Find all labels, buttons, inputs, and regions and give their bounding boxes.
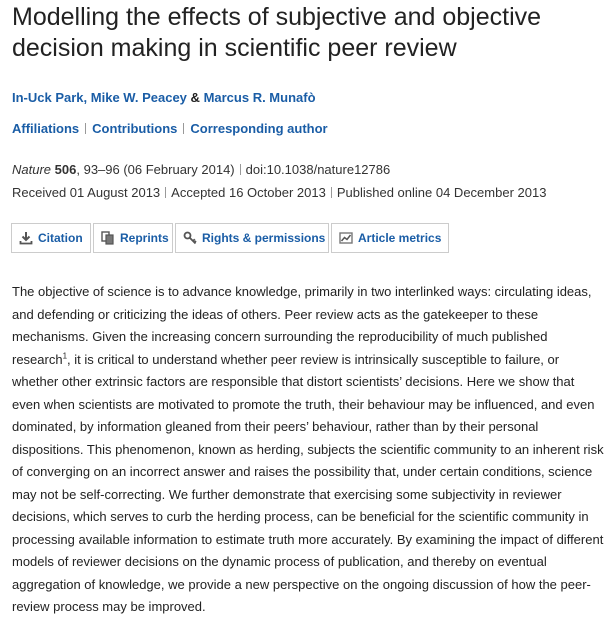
- history-dates: [12, 185, 546, 200]
- divider: [85, 123, 86, 134]
- journal-name: Nature: [12, 162, 52, 177]
- author-list: [12, 90, 316, 105]
- divider: [183, 123, 184, 134]
- chart-icon: [339, 231, 353, 245]
- abstract-part-1: The objective of science is to advance knowledge, primarily in two interlinked ways: circulating ideas, and defending or criticizing the ideas of others. Peer review acts as the gatekeeper to these mechanisms. Given the increasing concern surrounding the reproducibility of much published research: [12, 284, 592, 367]
- citation-label: Citation: [38, 231, 83, 245]
- published-date: Published online 04 December 2013: [336, 185, 547, 200]
- abstract-text: [12, 281, 606, 619]
- abstract-part-2: , it is critical to understand whether peer review is intrinsically susceptible to failure, or whether other extrinsic factors are responsible that distort scientists’ decisions. Here we show that even when scientists are motivated to promote the truth, their behaviour may be influenced, and even dominated, by information gleaned from their peers’ behaviour, rather than by their personal dispositions. This phenomenon, known as herding, subjects the scientific community to an inherent risk of converging on an incorrect answer and raises the possibility that, under certain conditions, science may not be self-correcting. We further demonstrate that exercising some subjectivity in reviewer decisions, which serves to curb the herding process, can be beneficial for the scientific community in processing available information to estimate truth more accurately. By examining the impact of different models of reviewer decisions on the dynamic process of publication, and thereby on eventual aggregation of knowledge, we provide a new perspective on the ongoing discussion of how the peer-review process may be improved.: [12, 351, 604, 614]
- download-icon: [19, 231, 33, 245]
- rights-permissions-button[interactable]: [175, 223, 329, 253]
- affiliations-link[interactable]: Affiliations: [12, 121, 80, 136]
- doi: doi:10.1038/nature12786: [245, 162, 391, 177]
- divider: [240, 164, 241, 175]
- journal-pages: , 93–96 (06 February 2014): [76, 162, 235, 177]
- accepted-date: Accepted 16 October 2013: [171, 185, 326, 200]
- corresponding-author-link[interactable]: Corresponding author: [190, 121, 328, 136]
- reprints-button[interactable]: [93, 223, 173, 253]
- author-link[interactable]: Marcus R. Munafò: [203, 90, 316, 105]
- citation-button[interactable]: [11, 223, 91, 253]
- reference-link[interactable]: 1: [62, 351, 68, 361]
- key-icon: [183, 231, 197, 245]
- received-date: Received 01 August 2013: [12, 185, 161, 200]
- article-metrics-button[interactable]: [331, 223, 449, 253]
- metrics-label: Article metrics: [358, 231, 442, 245]
- author-link[interactable]: In-Uck Park: [12, 90, 84, 105]
- contributions-link[interactable]: Contributions: [92, 121, 178, 136]
- author-info-links: [12, 121, 328, 136]
- author-conjunction: &: [190, 90, 200, 105]
- author-separator: ,: [83, 90, 88, 105]
- journal-volume: 506: [54, 162, 77, 177]
- divider: [165, 187, 166, 198]
- author-link[interactable]: Mike W. Peacey: [90, 90, 187, 105]
- divider: [331, 187, 332, 198]
- article-title: Modelling the effects of subjective and objective decision making in scientific peer review: [12, 3, 542, 62]
- citation-info: [12, 162, 390, 177]
- reprints-label: Reprints: [120, 231, 169, 245]
- reprints-icon: [101, 231, 115, 245]
- rights-label: Rights & permissions: [202, 231, 326, 245]
